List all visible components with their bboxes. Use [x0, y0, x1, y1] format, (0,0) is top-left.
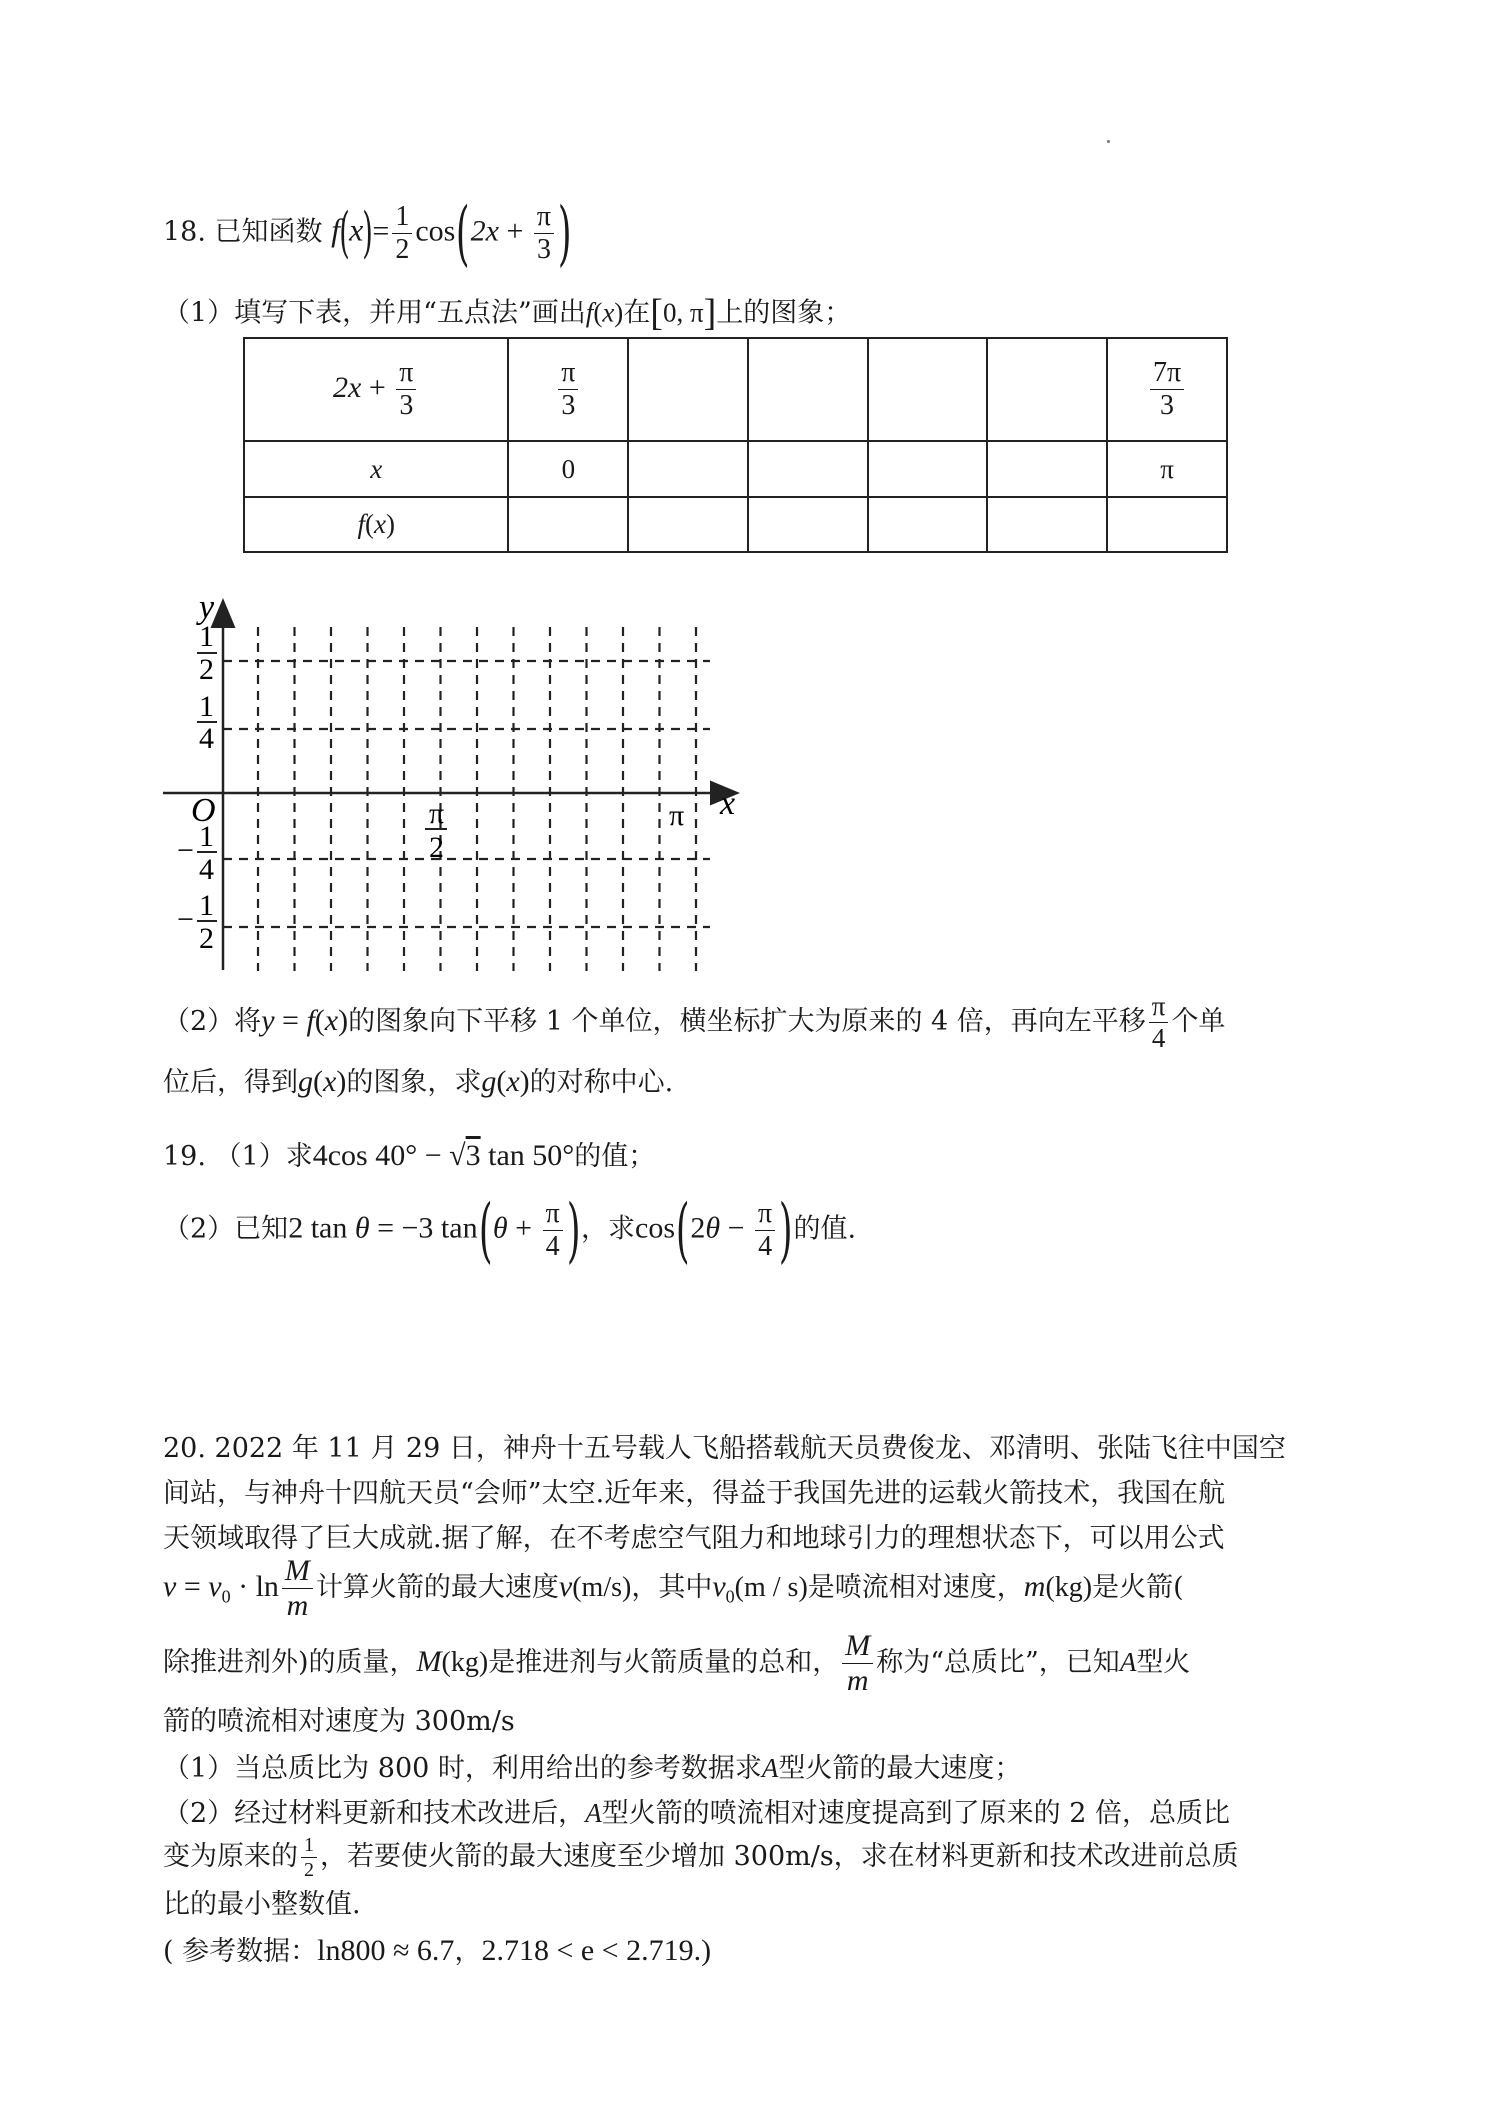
- q20-line7: （1）当总质比为 800 时，利用给出的参考数据求A型火箭的最大速度；: [163, 1753, 1022, 1784]
- q19-part2-text-b: ，求: [581, 1213, 636, 1245]
- y-axis-label: y: [199, 595, 215, 626]
- table-cell[interactable]: $\frac{7\pi}{3}$: [1107, 338, 1227, 441]
- part1-text-a: （1）填写下表，并用“五点法”画出: [163, 297, 586, 329]
- table-cell[interactable]: [868, 338, 988, 441]
- q19-part2-text-c: 的值.: [793, 1213, 857, 1245]
- x-tick-pi: π: [669, 799, 685, 832]
- part2-text-d: 位后，得到: [163, 1067, 298, 1098]
- part2-text-c: 个单: [1171, 1006, 1226, 1037]
- table-cell[interactable]: 0: [508, 441, 628, 497]
- q20-line4-text-a: 计算火箭的最大速度: [315, 1572, 559, 1603]
- svg-text:4: 4: [199, 722, 214, 755]
- table-cell[interactable]: [748, 338, 868, 441]
- svg-text:1: 1: [199, 820, 214, 853]
- q20-line1: 20. 2022 年 11 月 29 日，神舟十五号载人飞船搭载航天员费俊龙、邓清明、张陆飞往中国空: [163, 1433, 1286, 1464]
- svg-text:1: 1: [199, 620, 214, 653]
- q20-line7-text-b: 型火箭的最大速度；: [778, 1753, 1022, 1784]
- q20-line4-text-b: ，其中: [631, 1572, 713, 1603]
- q19-part1-text-b: 的值；: [574, 1141, 656, 1172]
- table-cell[interactable]: $\frac{\pi}{3}$: [508, 338, 628, 441]
- svg-text:4: 4: [199, 853, 214, 886]
- y-tick-neg-half: [177, 889, 217, 955]
- q20-line9-text-a: 变为原来的: [163, 1841, 298, 1872]
- table-cell[interactable]: [628, 441, 748, 497]
- q18-part1: （1）填写下表，并用“五点法”画出f(x)在[0, π]上的图象；: [163, 292, 852, 334]
- q18-intro: 已知函数: [214, 216, 323, 248]
- row-label-x: x: [244, 441, 508, 497]
- row-label-fx: f(x): [244, 497, 508, 552]
- y-tick-quarter: [197, 690, 217, 755]
- q20-line10: 比的最小整数值.: [163, 1889, 361, 1920]
- table-cell[interactable]: [628, 338, 748, 441]
- y-tick-neg-quarter: [177, 820, 217, 886]
- svg-text:1: 1: [199, 690, 214, 723]
- ref-ln800: ln800 ≈ 6.7: [317, 1934, 455, 1967]
- table-row: [244, 338, 1227, 441]
- x-axis-label: x: [720, 785, 736, 822]
- table-cell[interactable]: [1107, 497, 1227, 552]
- vertical-grid-lines: [258, 627, 696, 971]
- q20-line4: $v = v_0 \cdot \ln$ $\frac{M}{m}$ 计算火箭的最大速度v(m/s)，其中$v_0(m / s)$是喷流相对速度，m(kg)是火箭(: [163, 1554, 1184, 1622]
- part2-text-b: 的图象向下平移 1 个单位，横坐标扩大为原来的 4 倍，再向左平移: [348, 1006, 1146, 1037]
- q20-line6: 箭的喷流相对速度为 300m/s: [163, 1706, 515, 1737]
- q20-line4-text-d: 是火箭(: [1092, 1572, 1184, 1603]
- svg-text:2: 2: [199, 922, 214, 955]
- q20-line5-text-d: 型火: [1136, 1647, 1191, 1678]
- table-cell[interactable]: [987, 497, 1107, 552]
- table-row: [244, 497, 1227, 552]
- table-cell[interactable]: [508, 497, 628, 552]
- five-point-table: [243, 337, 1228, 553]
- q20-line11-text-c: ，: [454, 1936, 482, 1967]
- table-cell[interactable]: π: [1107, 441, 1227, 497]
- x-tick-half-pi: [425, 797, 447, 864]
- q20-line8-text-b: 型火箭的喷流相对速度提高到了原来的 2 倍，总质比: [601, 1798, 1231, 1829]
- table-cell[interactable]: [628, 497, 748, 552]
- question-number: 18.: [163, 216, 206, 248]
- q18-part2-line2: 位后，得到g(x)的图象，求g(x)的对称中心.: [163, 1065, 674, 1098]
- q20-line7-text-a: （1）当总质比为 800 时，利用给出的参考数据求: [163, 1753, 762, 1784]
- table-cell[interactable]: [748, 497, 868, 552]
- part1-text-c: 上的图象；: [716, 297, 852, 329]
- q19-part1-text-a: （1）求: [214, 1141, 313, 1172]
- ref-e-bounds: 2.718 < e < 2.719: [481, 1934, 694, 1967]
- origin-label: O: [191, 792, 216, 829]
- q20-line9: 变为原来的 $\frac{1}{2}$ ，若要使火箭的最大速度至少增加 300m/s，求在材料更新和技术改进前总质: [163, 1834, 1239, 1881]
- q20-line8: （2）经过材料更新和技术改进后，A型火箭的喷流相对速度提高到了原来的 2 倍，总质比: [163, 1798, 1231, 1829]
- part1-text-b: 在: [623, 297, 651, 329]
- q20-line3: 天领域取得了巨大成就.据了解，在不考虑空气阻力和地球引力的理想状态下，可以用公式: [163, 1523, 1225, 1554]
- table-cell[interactable]: [868, 441, 988, 497]
- formula-f: f: [331, 211, 341, 248]
- q19-part2-text-a: （2）已知: [163, 1213, 289, 1245]
- table-cell[interactable]: [987, 338, 1107, 441]
- q20-line5-text-c: 称为“总质比”，已知: [876, 1647, 1120, 1678]
- q20-line4-text-c: 是喷流相对速度，: [807, 1572, 1024, 1603]
- x-tick-labels: [425, 797, 684, 864]
- svg-text:2: 2: [199, 653, 214, 686]
- table-cell[interactable]: [868, 497, 988, 552]
- coordinate-grid: [155, 595, 745, 980]
- q20-line8-text-a: （2）经过材料更新和技术改进后，: [163, 1798, 586, 1829]
- y-tick-labels: [177, 620, 217, 955]
- svg-text:−: −: [177, 834, 194, 867]
- question-number: 19.: [163, 1141, 206, 1172]
- part2-text-f: 的对称中心.: [529, 1067, 674, 1098]
- table-cell[interactable]: [748, 441, 868, 497]
- y-tick-half: [197, 620, 217, 686]
- scan-speck: [1107, 140, 1110, 143]
- table-row: [244, 441, 1227, 497]
- q20-line9-text-b: ，若要使火箭的最大速度至少增加 300m/s，求在材料更新和技术改进前总质: [320, 1841, 1239, 1872]
- row-label-angle: 2x + $\frac{\pi}{3}$: [244, 338, 508, 441]
- svg-text:−: −: [177, 903, 194, 936]
- q19-part1: 19. （1）求4cos 40° − √3 tan 50°的值；: [163, 1139, 656, 1172]
- q20-line2: 间站，与神舟十四航天员“会师”太空.近年来，得益于我国先进的运载火箭技术，我国在航: [163, 1478, 1226, 1509]
- part2-text-e: 的图象，求: [346, 1067, 482, 1098]
- table-cell[interactable]: [987, 441, 1107, 497]
- svg-text:π: π: [429, 797, 445, 830]
- q20-line5-text-a: 除推进剂外)的质量，: [163, 1647, 417, 1678]
- q20-line11-text-e: .): [693, 1934, 712, 1967]
- part2-text-a: （2）将: [163, 1006, 262, 1037]
- q20-line11: [163, 1932, 711, 1970]
- q20-line5-text-b: 是推进剂与火箭质量的总和，: [488, 1647, 840, 1678]
- q20-line11-text-a: ( 参考数据：: [163, 1936, 318, 1967]
- q19-part2: （2）已知2 tan θ = −3 tan(θ + $\frac{\pi}{4}$ )，求cos(2θ − $\frac{\pi}{4}$ )的值.: [163, 1189, 857, 1271]
- svg-text:1: 1: [199, 889, 214, 922]
- q20-line5: 除推进剂外)的质量，M(kg)是推进剂与火箭质量的总和， $\frac{M}{m}$ 称为“总质比”，已知A型火: [163, 1629, 1191, 1697]
- q18-statement: 18. 已知函数 f(x)= $\frac{1}{2}$ cos(2x + $\frac{\pi}{3}$ ): [163, 192, 572, 274]
- q18-part2-line1: （2）将y = f(x)的图象向下平移 1 个单位，横坐标扩大为原来的 4 倍，再向左平移 $\frac{\pi}{4}$ 个单: [163, 991, 1226, 1053]
- svg-text:2: 2: [429, 831, 444, 864]
